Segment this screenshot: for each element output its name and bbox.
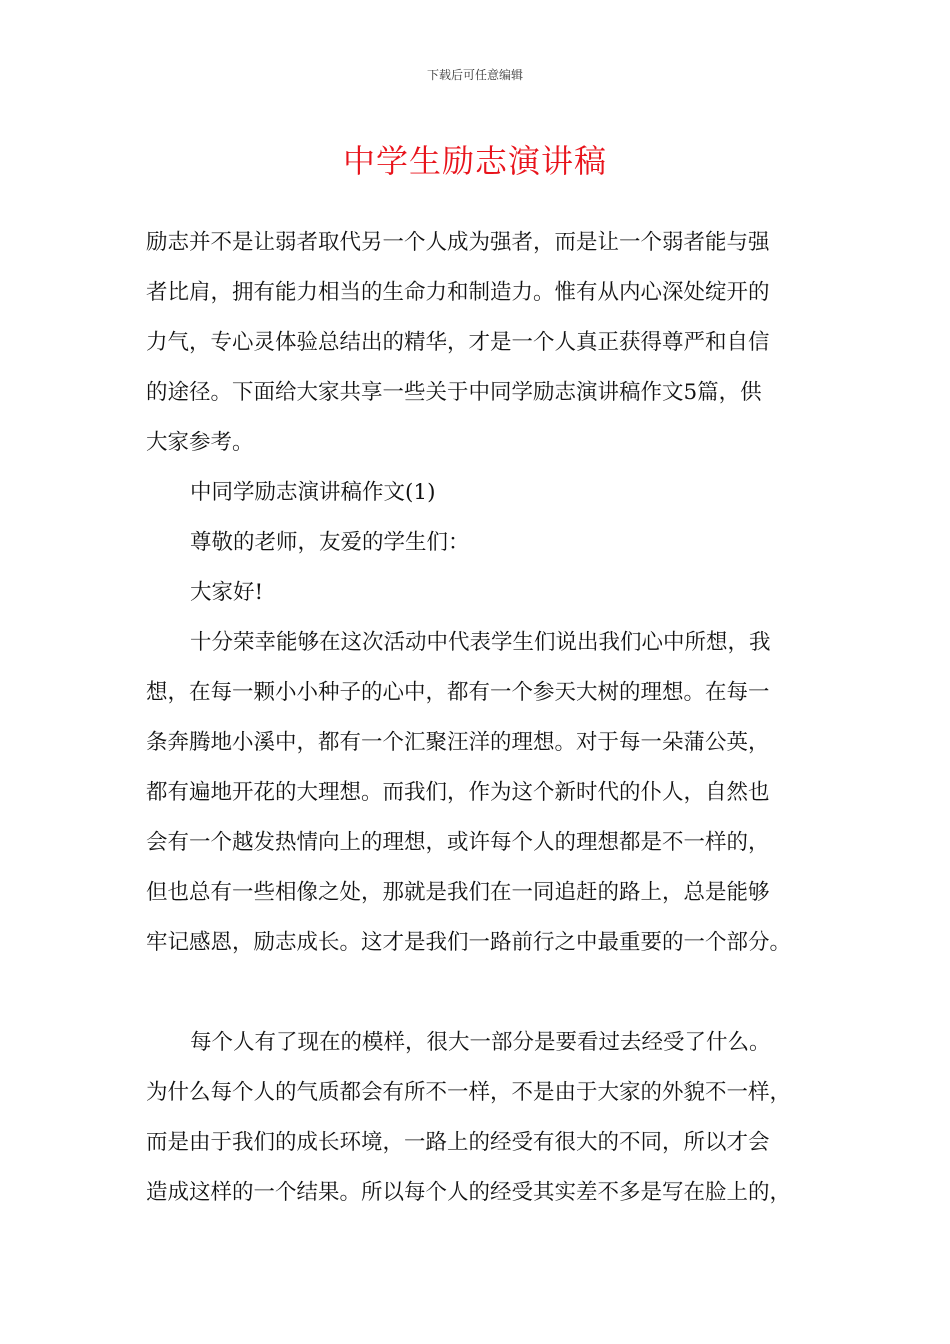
- document-title: 中学生励志演讲稿: [342, 142, 607, 180]
- text-line: 每个人有了现在的模样，很大一部分是要看过去经受了什么。: [190, 1030, 771, 1055]
- text-line: 力气，专心灵体验总结出的精华，才是一个人真正获得尊严和自信: [146, 330, 770, 355]
- header-note: 下载后可任意编辑: [426, 68, 523, 82]
- greeting-text: 尊敬的老师，友爱的学生们：: [190, 530, 470, 555]
- text-line: 大家参考。: [146, 430, 254, 455]
- hello-text: 大家好!: [190, 580, 264, 605]
- text-line: 造成这样的一个结果。所以每个人的经受其实差不多是写在脸上的，: [146, 1180, 792, 1205]
- text-line: 励志并不是让弱者取代另一个人成为强者，而是让一个弱者能与强: [146, 230, 770, 255]
- essay-heading: [146, 468, 816, 518]
- text-line: 想，在每一颗小小种子的心中，都有一个参天大树的理想。在每一: [146, 680, 770, 705]
- text-line: 牢记感恩，励志成长。这才是我们一路前行之中最重要的一个部分。: [146, 930, 792, 955]
- text-line: 为什么每个人的气质都会有所不一样，不是由于大家的外貌不一样，: [146, 1080, 792, 1105]
- greeting: [146, 518, 816, 568]
- intro-paragraph: [146, 218, 816, 468]
- hello: [146, 568, 816, 618]
- paragraph-1: [146, 618, 816, 968]
- text-line: 者比肩，拥有能力相当的生命力和制造力。惟有从内心深处绽开的: [146, 280, 770, 305]
- text-line: 但也总有一些相像之处，那就是我们在一同追赶的路上，总是能够: [146, 880, 770, 905]
- text-line: 的途径。下面给大家共享一些关于中同学励志演讲稿作文5篇，供: [146, 380, 762, 405]
- text-line: 而是由于我们的成长环境，一路上的经受有很大的不同，所以才会: [146, 1130, 770, 1155]
- paragraph-2: [146, 1018, 816, 1218]
- text-line: 会有一个越发热情向上的理想，或许每个人的理想都是不一样的，: [146, 830, 770, 855]
- text-line: 都有遍地开花的大理想。而我们，作为这个新时代的仆人，自然也: [146, 780, 770, 805]
- text-line: 条奔腾地小溪中，都有一个汇聚汪洋的理想。对于每一朵蒲公英，: [146, 730, 770, 755]
- text-line: 十分荣幸能够在这次活动中代表学生们说出我们心中所想，我: [190, 630, 771, 655]
- essay-heading-text: 中同学励志演讲稿作文(1): [190, 480, 436, 505]
